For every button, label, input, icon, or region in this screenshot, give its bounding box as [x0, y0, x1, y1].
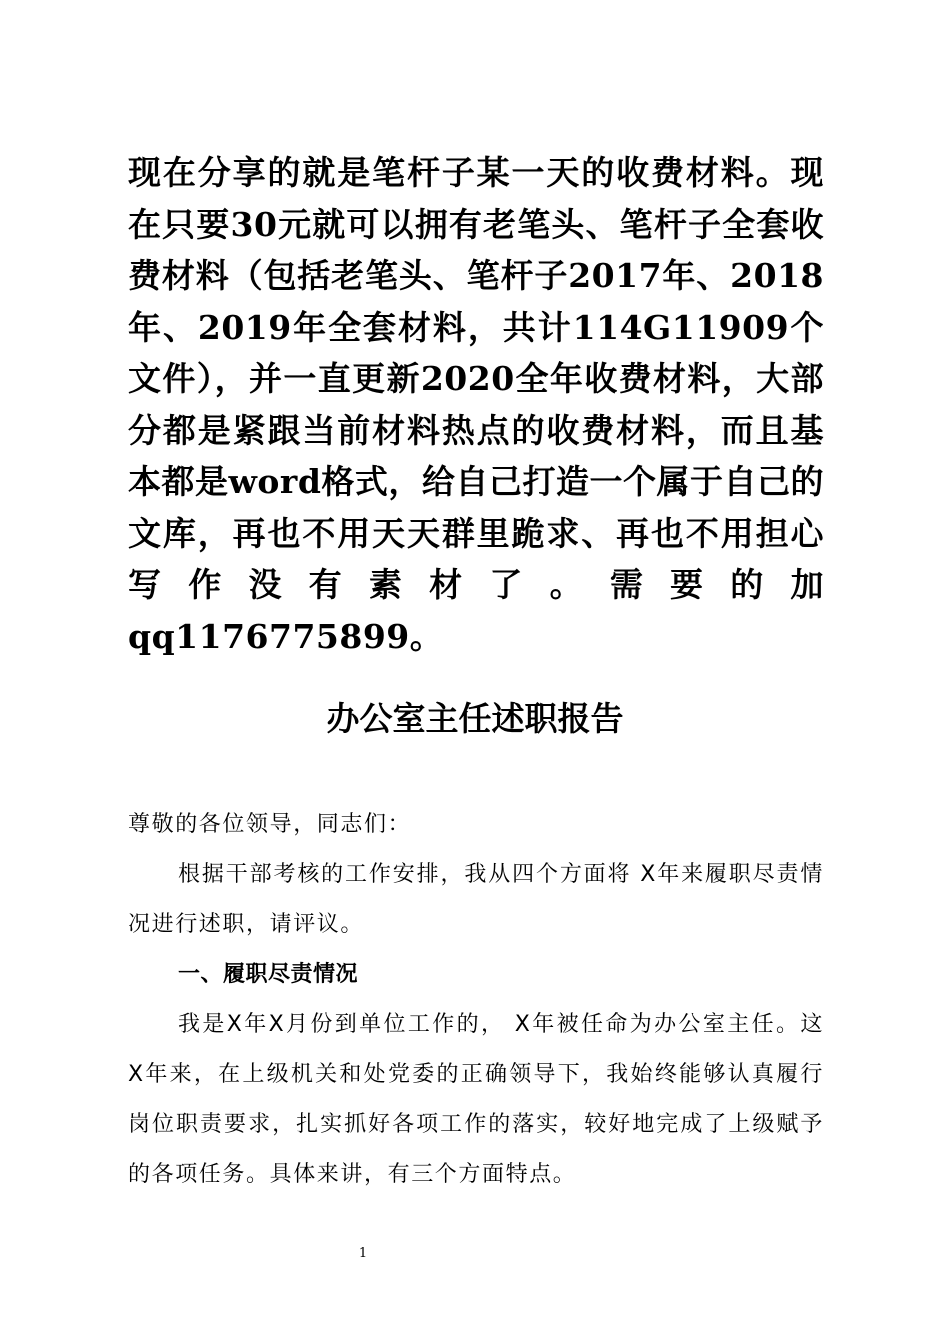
body-paragraph-intro: 根据干部考核的工作安排，我从四个方面将 X年来履职尽责情况进行述职，请评议。: [128, 862, 824, 937]
page-number: 1: [358, 1246, 368, 1261]
salutation: 尊敬的各位领导，同志们：: [128, 812, 412, 837]
document-body: [128, 800, 824, 1200]
section-heading-1: 一、履职尽责情况: [178, 962, 359, 987]
promo-paragraph: 现在分享的就是笔杆子某一天的收费材料。现在只要30元就可以拥有老笔头、笔杆子全套收费材料（包括老笔头、笔杆子2017年、2018年、2019年全套材料，共计114G11909个文件），并一直更新2020全年收费材料，大部分都是紧跟当前材料热点的收费材料，而且基本都是word格式，给自己打造一个属于自己的文库，再也不用天天群里跪求、再也不用担心写作没有素材了。需要的加qq1176775899。: [128, 153, 824, 656]
document-title: 办公室主任述职报告: [326, 699, 624, 738]
body-paragraph-duty: 我是X年X月份到单位工作的， X年被任命为办公室主任。这 X年来，在上级机关和处党委的正确领导下，我始终能够认真履行岗位职责要求，扎实抓好各项工作的落实，较好地完成了上级赋予的各项任务。具体来讲，有三个方面特点。: [128, 1012, 824, 1187]
